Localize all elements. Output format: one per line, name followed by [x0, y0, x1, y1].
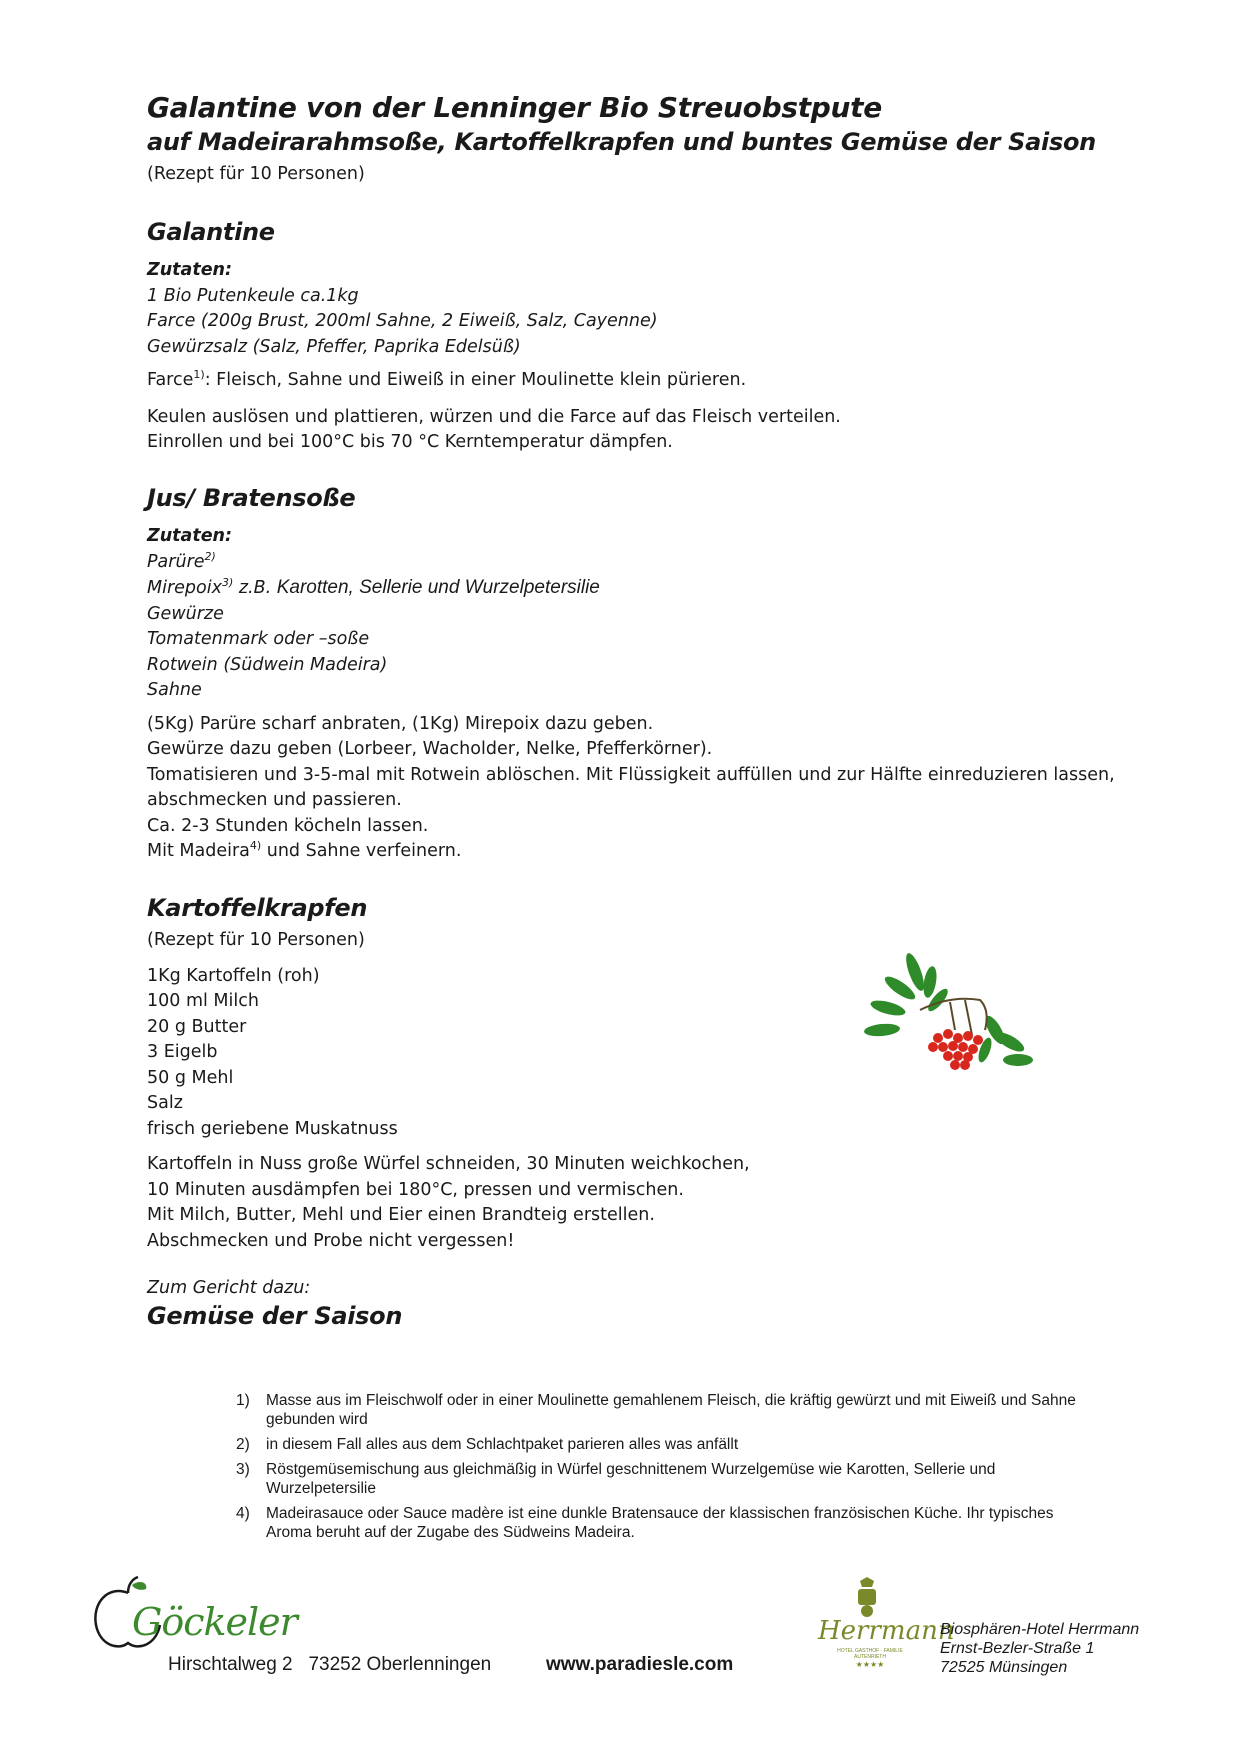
ingredient-item: frisch geriebene Muskatnuss: [147, 1118, 398, 1139]
ingredient-item: Tomatenmark oder –soße: [147, 629, 370, 649]
instruction-line: Ca. 2-3 Stunden köcheln lassen.: [147, 815, 429, 836]
recipe-servings: (Rezept für 10 Personen): [147, 164, 365, 184]
instruction-line: (5Kg) Parüre scharf anbraten, (1Kg) Mirepoix dazu geben.: [147, 713, 654, 734]
footnote-item: [236, 1460, 1096, 1498]
ingredient-item: 1 Bio Putenkeule ca.1kg: [147, 285, 359, 306]
footnote-ref: 1): [193, 368, 205, 382]
footnote-text: Röstgemüsemischung aus gleichmäßig in Würfel geschnittenem Wurzelgemüse wie Karotten, Sellerie und Wurzelpetersilie: [266, 1461, 996, 1497]
hotel-street: Ernst-Bezler-Straße 1: [940, 1640, 1095, 1657]
hotel-crest-icon: [850, 1577, 884, 1619]
instruction-line: Einrollen und bei 100°C bis 70 °C Kerntemperatur dämpfen.: [147, 432, 673, 452]
instruction-line: Mit Milch, Butter, Mehl und Eier einen Brandteig erstellen.: [147, 1205, 655, 1225]
section-heading-krapfen: Kartoffelkrapfen: [147, 894, 368, 922]
recipe-title: Galantine von der Lenninger Bio Streuobstpute: [147, 91, 882, 124]
rowan-berry-image: [860, 950, 1040, 1080]
zutaten-label: Zutaten:: [147, 526, 233, 546]
instruction-line: Keulen auslösen und plattieren, würzen und die Farce auf das Fleisch verteilen.: [147, 406, 841, 427]
mirepoix-zb: z.B.: [233, 578, 277, 598]
footer-website[interactable]: www.paradiesle.com: [546, 1654, 734, 1675]
ingredient-item: Gewürze: [147, 603, 224, 624]
footer-address: Hirschtalweg 2 73252 Oberlenningen: [168, 1654, 492, 1675]
instruction-line: 10 Minuten ausdämpfen bei 180°C, pressen und vermischen.: [147, 1179, 684, 1200]
recipe-subtitle: auf Madeirarahmsoße, Kartoffelkrapfen und buntes Gemüse der Saison: [147, 128, 1096, 156]
footnote-item: [236, 1391, 1096, 1429]
ingredient-item: 20 g Butter: [147, 1016, 247, 1037]
servings-note: (Rezept für 10 Personen): [147, 930, 365, 950]
footnotes: [236, 1391, 1096, 1548]
ingredient-item: [147, 550, 1147, 576]
footnote-text: in diesem Fall alles aus dem Schlachtpaket parieren alles was anfällt: [266, 1436, 739, 1453]
farce-word: Farce: [147, 370, 194, 390]
footnote-number: 4): [236, 1505, 250, 1522]
hotel-stars: ★★★★: [855, 1660, 885, 1669]
jus-section: [147, 524, 1147, 865]
ingredient-item: Salz: [147, 1093, 183, 1113]
farce-text: : Fleisch, Sahne und Eiweiß in einer Moulinette klein pürieren.: [204, 370, 747, 390]
footnote-ref: 4): [249, 839, 262, 853]
footnote-text: Masse aus im Fleischwolf oder in einer Moulinette gemahlenem Fleisch, die kräftig gewürzt und mit Eiweiß und Sahne gebunden wird: [266, 1392, 1076, 1428]
ingredient-item: 50 g Mehl: [147, 1067, 234, 1088]
hotel-logo-sub: HOTEL GASTHOF · FAMILIE AUTENRIETH: [837, 1648, 903, 1660]
farce-instruction: [147, 368, 1147, 394]
ingredient-item: Gewürzsalz (Salz, Pfeffer, Paprika Edelsüß): [147, 336, 521, 357]
parure-word: Parüre: [147, 551, 205, 572]
ingredient-item: 3 Eigelb: [147, 1042, 218, 1062]
footnote-text: Madeirasauce oder Sauce madère ist eine dunkle Bratensauce der klassischen französischen Küche. Ihr typisches Aroma beruht auf der Zugabe des Südweins Madeira.: [266, 1505, 1054, 1541]
galantine-section: [147, 258, 1147, 456]
instruction-line: Abschmecken und Probe nicht vergessen!: [147, 1230, 515, 1251]
instruction-line: Kartoffeln in Nuss große Würfel schneiden, 30 Minuten weichkochen,: [147, 1154, 750, 1174]
ingredient-item: Sahne: [147, 680, 202, 700]
footnote-number: 2): [236, 1436, 250, 1453]
ingredient-item: 100 ml Milch: [147, 991, 259, 1011]
footnote-item: [236, 1504, 1096, 1542]
ingredient-item: Rotwein (Südwein Madeira): [147, 654, 388, 675]
instruction-line: Tomatisieren und 3-5-mal mit Rotwein ablöschen. Mit Flüssigkeit auffüllen und zur Hälfte einreduzieren lassen,: [147, 764, 1115, 785]
footnote-number: 1): [236, 1392, 250, 1409]
section-heading-gemuese: Gemüse der Saison: [147, 1302, 403, 1330]
instruction-line: Gewürze dazu geben (Lorbeer, Wacholder, Nelke, Pfefferkörner).: [147, 739, 713, 759]
hotel-address: [940, 1620, 1139, 1677]
ingredient-item: [147, 575, 1147, 602]
mirepoix-word: Mirepoix: [147, 578, 222, 598]
instruction-line: abschmecken und passieren.: [147, 790, 402, 810]
madeira-pre: Mit Madeira: [147, 841, 250, 861]
hotel-city: 72525 Münsingen: [940, 1659, 1068, 1676]
gemuese-intro: Zum Gericht dazu:: [147, 1278, 311, 1298]
mirepoix-rest: Karotten, Sellerie und Wurzelpetersilie: [276, 577, 600, 598]
ingredient-item: Farce (200g Brust, 200ml Sahne, 2 Eiweiß, Salz, Cayenne): [147, 311, 658, 331]
hotel-name: Biosphären-Hotel Herrmann: [940, 1621, 1140, 1638]
footnote-item: [236, 1435, 1096, 1454]
section-heading-galantine: Galantine: [147, 218, 275, 246]
instruction-line: [147, 839, 1147, 865]
footnote-ref: 2): [204, 549, 216, 563]
footnote-number: 3): [236, 1461, 250, 1478]
section-heading-jus: Jus/ Bratensoße: [147, 484, 356, 512]
goeckeler-logo-text: Göckeler: [132, 1600, 297, 1644]
hotel-logo-text: Herrmann: [818, 1616, 955, 1646]
footnote-ref: 3): [221, 576, 234, 590]
madeira-post: und Sahne verfeinern.: [261, 841, 462, 861]
zutaten-label: Zutaten:: [147, 260, 233, 280]
ingredient-item: 1Kg Kartoffeln (roh): [147, 965, 320, 986]
